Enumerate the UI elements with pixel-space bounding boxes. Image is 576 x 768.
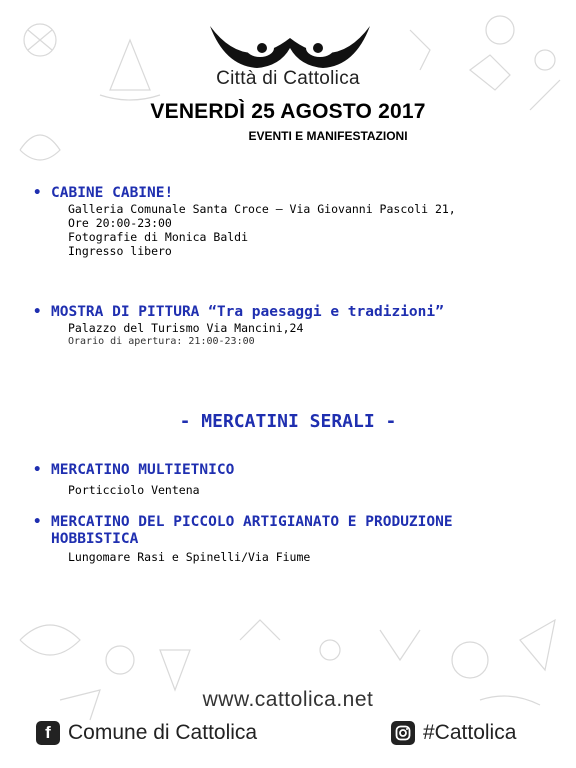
market-multietnico <box>33 462 553 497</box>
page-title: VENERDÌ 25 AGOSTO 2017 <box>150 100 426 123</box>
market-title: MERCATINO DEL PICCOLO ARTIGIANATO E PRODUZIONE <box>51 514 453 530</box>
page-subtitle: EVENTI E MANIFESTAZIONI <box>248 129 408 143</box>
facebook-link[interactable] <box>36 721 257 745</box>
bullet-icon: • <box>33 304 42 320</box>
bullet-icon: • <box>33 462 42 478</box>
bullet-icon: • <box>33 514 42 530</box>
market-detail: Lungomare Rasi e Spinelli/Via Fiume <box>68 550 311 564</box>
event-detail: Palazzo del Turismo Via Mancini,24 <box>68 321 304 335</box>
logo-name: Città di Cattolica <box>216 68 360 89</box>
bullet-icon: • <box>33 185 42 201</box>
event-detail: Fotografie di Monica Baldi <box>68 230 249 244</box>
event-detail: Galleria Comunale Santa Croce – Via Giovanni Pascoli 21, <box>68 202 456 216</box>
market-title: MERCATINO MULTIETNICO <box>51 462 235 478</box>
event-cabine <box>33 185 553 258</box>
facebook-icon: f <box>36 721 60 745</box>
event-mostra <box>33 304 553 349</box>
event-detail: Ore 20:00-23:00 <box>68 216 172 230</box>
instagram-link[interactable] <box>391 721 516 745</box>
event-title: MOSTRA DI PITTURA “Tra paesaggi e tradizioni” <box>51 304 444 320</box>
market-artigianato <box>33 514 553 564</box>
instagram-label: #Cattolica <box>423 721 517 744</box>
event-detail: Orario di apertura: 21:00-23:00 <box>68 336 255 347</box>
event-title: CABINE CABINE! <box>51 185 174 201</box>
footer-website[interactable]: www.cattolica.net <box>202 688 374 711</box>
market-title: HOBBISTICA <box>51 531 139 547</box>
market-detail: Porticciolo Ventena <box>68 483 200 497</box>
instagram-icon <box>391 721 415 745</box>
section-heading: - MERCATINI SERALI - <box>179 411 397 432</box>
facebook-label: Comune di Cattolica <box>68 721 258 744</box>
event-detail: Ingresso libero <box>68 244 172 258</box>
